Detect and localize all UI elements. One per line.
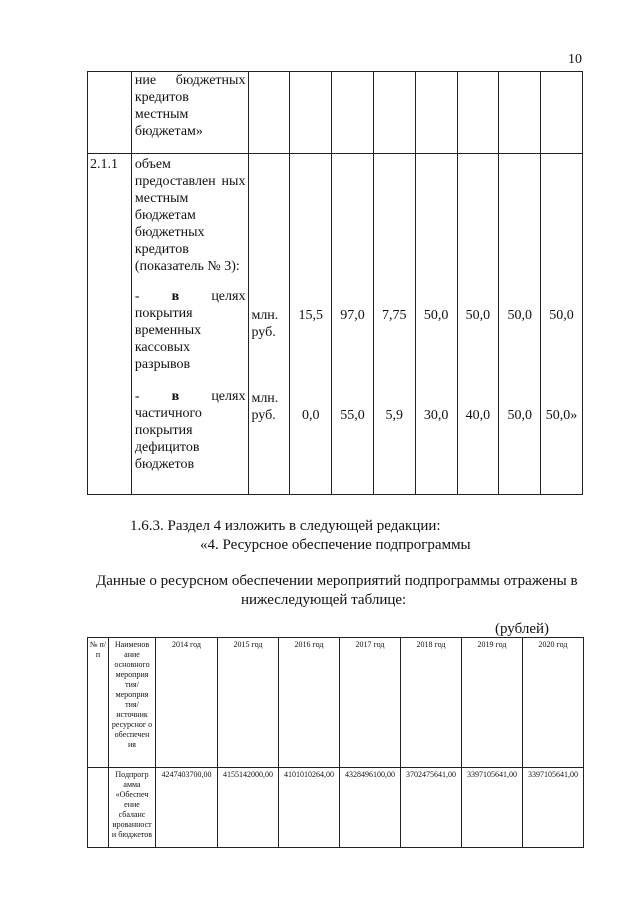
value-cell: 4328496100,00 bbox=[340, 768, 401, 848]
unit-cell: млн. руб. млн. руб. bbox=[249, 154, 290, 495]
sub-item-header: - в целях bbox=[134, 289, 246, 304]
section-title: «4. Ресурсное обеспечение подпрограммы bbox=[200, 537, 471, 553]
value-cell: 50,0 40,0 bbox=[457, 154, 499, 495]
value-cell: 4101010264,00 bbox=[279, 768, 340, 848]
col-header: № п/п bbox=[88, 638, 109, 768]
col-header: 2016 год bbox=[279, 638, 340, 768]
section-instruction: 1.6.3. Раздел 4 изложить в следующей редакции: bbox=[130, 518, 441, 534]
col-header: 2020 год bbox=[523, 638, 584, 768]
row-number bbox=[88, 72, 132, 154]
value-cell: 3397105641,00 bbox=[462, 768, 523, 848]
col-header: 2018 год bbox=[401, 638, 462, 768]
paragraph-line: нижеследующей таблице: bbox=[241, 592, 407, 608]
sub-item-text: покрытия временных кассовых разрывов bbox=[134, 306, 202, 372]
sub-item-text: частичного покрытия дефицитов бюджетов bbox=[134, 406, 202, 472]
value-cell: 7,75 5,9 bbox=[373, 154, 415, 495]
units-note: (рублей) bbox=[495, 621, 550, 637]
col-header: Наименов ание основного мероприя тия/ мероприя тия/ источник ресурсног о обеспечен ия bbox=[109, 638, 156, 768]
value-cell: 97,0 55,0 bbox=[332, 154, 374, 495]
value-cell: 3397105641,00 bbox=[523, 768, 584, 848]
sub-item-header: - в целях bbox=[134, 389, 246, 404]
table-row bbox=[88, 154, 583, 495]
page-number: 10 bbox=[568, 52, 582, 67]
value-cell: 4155142000,00 bbox=[218, 768, 279, 848]
value-cell: 4247403700,00 bbox=[156, 768, 218, 848]
resource-table bbox=[87, 637, 584, 848]
row-number bbox=[88, 768, 109, 848]
value-cell: 50,0 50,0» bbox=[541, 154, 583, 495]
value-cell: 15,5 0,0 bbox=[290, 154, 332, 495]
row-name: ние бюджетных кредитов местным бюджетам» bbox=[131, 72, 249, 154]
value-cell: 50,0 50,0 bbox=[499, 154, 541, 495]
value-cell: 3702475641,00 bbox=[401, 768, 462, 848]
table-header-row bbox=[88, 638, 584, 768]
col-header: 2019 год bbox=[462, 638, 523, 768]
col-header: 2017 год bbox=[340, 638, 401, 768]
row-number: 2.1.1 bbox=[88, 154, 132, 495]
indicator-table bbox=[87, 71, 583, 495]
table-row bbox=[88, 768, 584, 848]
row-name: Подпрогр амма «Обеспеч ение сбаланс ированност и бюджетов bbox=[109, 768, 156, 848]
col-header: 2014 год bbox=[156, 638, 218, 768]
table-row bbox=[88, 72, 583, 154]
row-name: объем предоставлен ных местным бюджетам бюджетных кредитов (показатель № 3): - в целях покрытия временных кассовых разрывов - в целях частичного покрытия дефицитов бюджетов bbox=[131, 154, 249, 495]
paragraph-line: Данные о ресурсном обеспечении мероприятий подпрограммы отражены в bbox=[96, 573, 578, 589]
col-header: 2015 год bbox=[218, 638, 279, 768]
value-cell: 50,0 30,0 bbox=[415, 154, 457, 495]
